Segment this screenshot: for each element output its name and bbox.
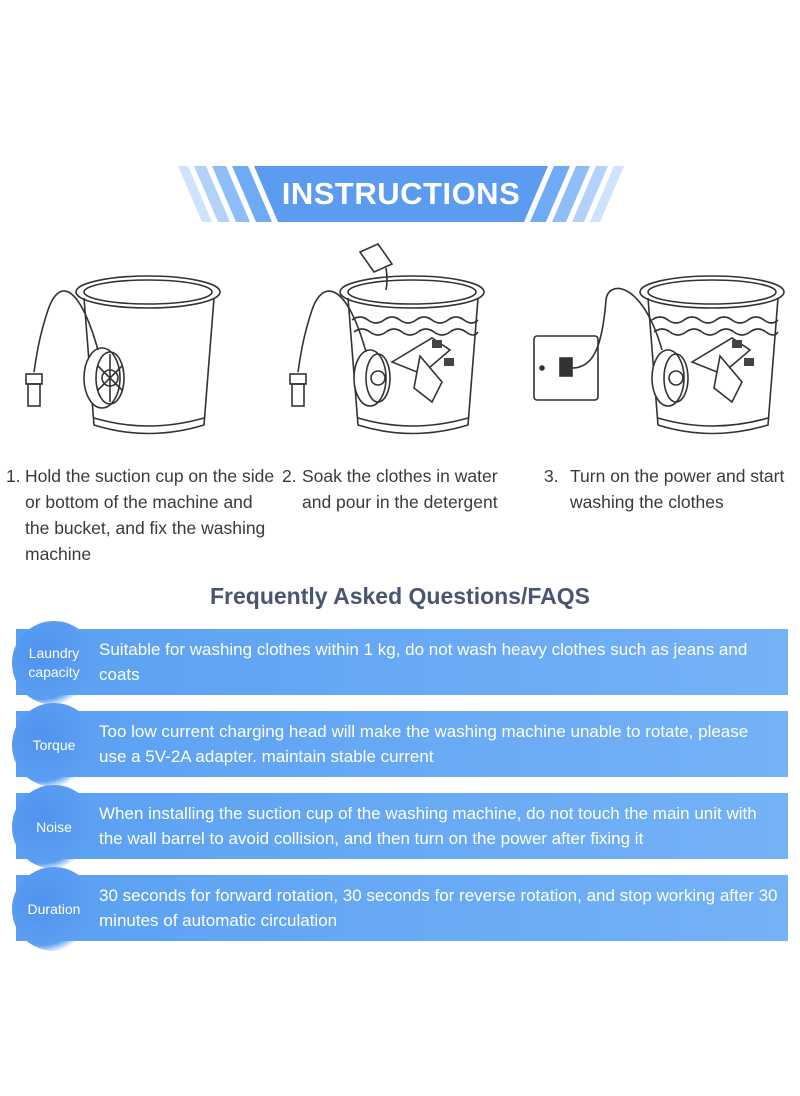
step-1-description: Hold the suction cup on the side or bottom of the machine and the bucket, and fix the washing machine <box>25 466 275 564</box>
faq-answer: When installing the suction cup of the washing machine, do not touch the main unit with the wall barrel to avoid collision, and then turn on the power after fixing it <box>99 804 757 848</box>
faq-item-noise <box>16 793 788 859</box>
instructions-banner <box>178 166 624 222</box>
step-3-text <box>544 463 796 515</box>
faq-item-torque <box>16 711 788 777</box>
step-1-illustration <box>18 240 228 450</box>
faq-title: Frequently Asked Questions/FAQS <box>209 583 590 609</box>
step-1-number: 1. <box>6 466 21 486</box>
step-2-text <box>282 463 514 515</box>
step-3-description: Turn on the power and start washing the clothes <box>570 466 785 512</box>
step-2-description: Soak the clothes in water and pour in the detergent <box>302 466 498 512</box>
faq-item-duration <box>16 875 788 941</box>
faq-answer: Too low current charging head will make the washing machine unable to rotate, please use a 5V-2A adapter. maintain stable current <box>99 722 749 766</box>
step-2-illustration <box>282 240 492 450</box>
faq-item-laundry-capacity <box>16 629 788 695</box>
faq-tag: Duration <box>12 867 96 951</box>
faq-tag: Laundry capacity <box>12 621 96 705</box>
faq-answer: 30 seconds for forward rotation, 30 seconds for reverse rotation, and stop working after 30 minutes of automatic circulation <box>99 886 778 930</box>
faq-answer: Suitable for washing clothes within 1 kg, do not wash heavy clothes such as jeans and coats <box>99 640 748 684</box>
step-2-number: 2. <box>282 466 297 486</box>
step-3-number: 3. <box>544 466 559 486</box>
step-1-text <box>6 463 276 567</box>
faq-tag: Torque <box>12 703 96 787</box>
faq-tag: Noise <box>12 785 96 869</box>
banner-title: INSTRUCTIONS <box>281 176 521 211</box>
step-3-illustration <box>532 240 792 450</box>
